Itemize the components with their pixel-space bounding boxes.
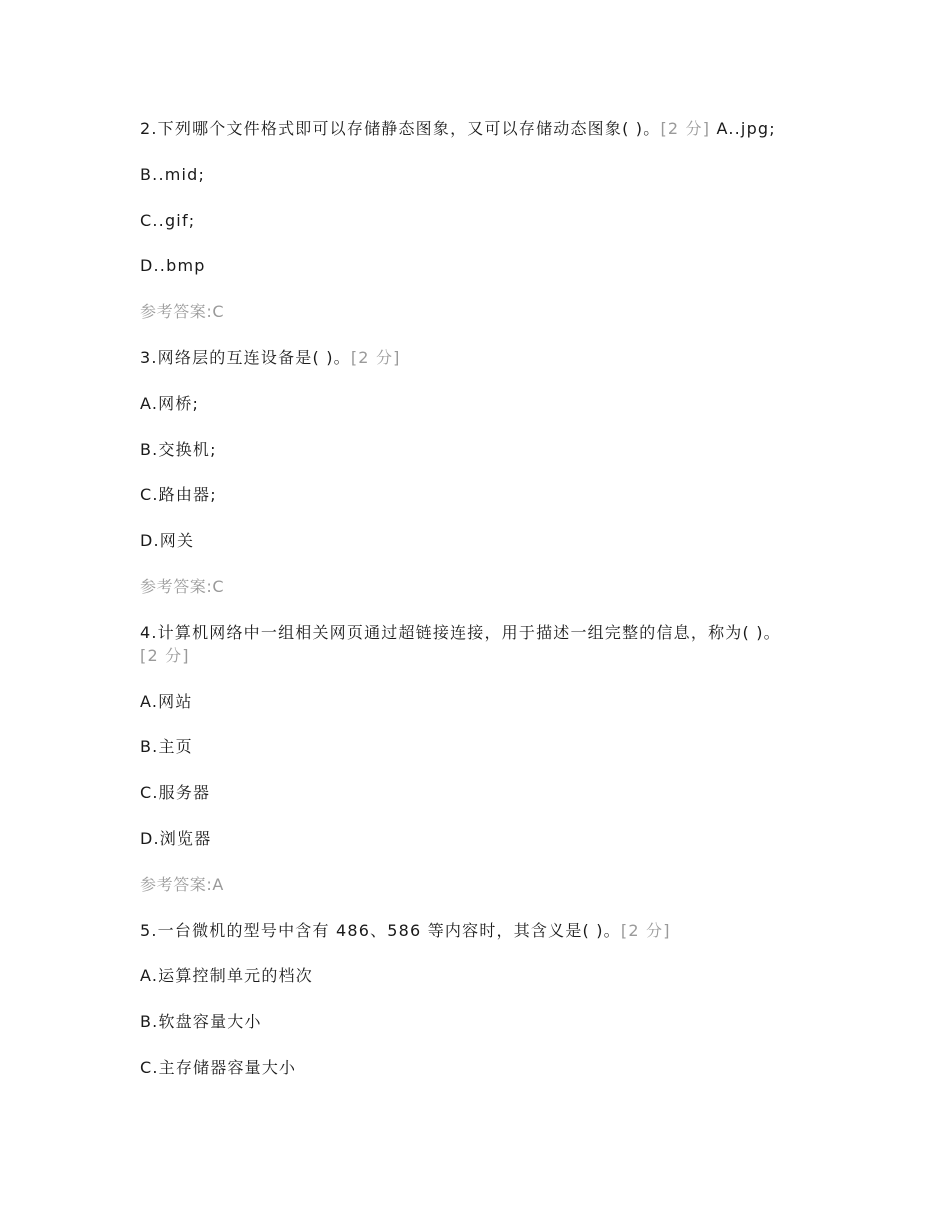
option-d: D.浏览器 bbox=[140, 828, 212, 848]
option-d: D.网关 bbox=[140, 531, 195, 551]
option-c: C.主存储器容量大小 bbox=[140, 1057, 297, 1077]
option-a: A.网站 bbox=[140, 691, 193, 711]
question-text: 3.网络层的互连设备是( )。 bbox=[140, 347, 351, 367]
option-a: A..jpg; bbox=[716, 119, 776, 138]
question-score: [2 分] bbox=[140, 645, 190, 665]
question-4-stem bbox=[140, 621, 830, 667]
option-b: B.交换机; bbox=[140, 439, 217, 459]
option-c: C.服务器 bbox=[140, 783, 211, 803]
option-b: B..mid; bbox=[140, 164, 206, 184]
question-5-stem bbox=[140, 919, 830, 942]
question-score: [2 分] bbox=[620, 920, 671, 940]
reference-answer: 参考答案:C bbox=[140, 302, 225, 322]
option-c: C.路由器; bbox=[140, 485, 217, 505]
option-d: D..bmp bbox=[140, 256, 206, 276]
question-2-stem bbox=[140, 117, 830, 140]
question-3-stem bbox=[140, 346, 830, 369]
question-document bbox=[140, 117, 830, 1102]
option-c: C..gif; bbox=[140, 210, 196, 230]
question-score: [2 分] bbox=[350, 347, 401, 367]
reference-answer: 参考答案:A bbox=[140, 874, 224, 894]
option-a: A.运算控制单元的档次 bbox=[140, 966, 313, 986]
question-text: 2.下列哪个文件格式即可以存储静态图象，又可以存储动态图象( )。 bbox=[140, 119, 661, 138]
question-text: 4.计算机网络中一组相关网页通过超链接连接，用于描述一组完整的信息，称为( )。 bbox=[140, 622, 781, 642]
option-a: A.网桥; bbox=[140, 393, 200, 413]
question-score: [2 分] bbox=[660, 119, 711, 138]
reference-answer: 参考答案:C bbox=[140, 576, 225, 596]
option-b: B.主页 bbox=[140, 737, 193, 757]
option-b: B.软盘容量大小 bbox=[140, 1012, 262, 1032]
question-text: 5.一台微机的型号中含有 486、586 等内容时，其含义是( )。 bbox=[140, 920, 621, 940]
